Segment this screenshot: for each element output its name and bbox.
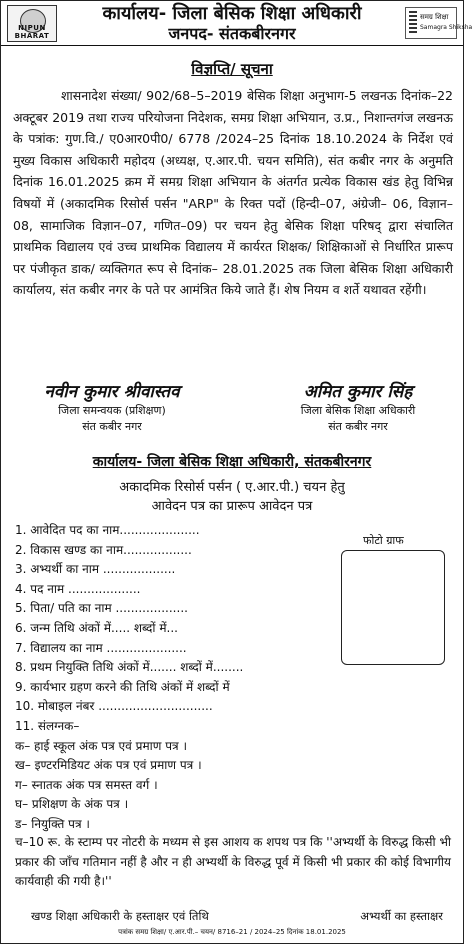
- signature-left: [17, 381, 207, 435]
- form-office-title-text: कार्यालय- जिला बेसिक शिक्षा अधिकारी, संतकबीरनगर: [92, 454, 372, 470]
- form-field: 2. विकास खण्ड का नाम..................: [15, 542, 192, 557]
- form-field: 9. कार्यभार ग्रहण करने की तिथि अंकों में शब्दों में: [15, 679, 230, 694]
- attachment-item: ग– स्नातक अंक पत्र समस्त वर्ग ।: [15, 777, 158, 792]
- nipun-bharat-logo: [7, 5, 57, 42]
- right-logo-line1: समग्र शिक्षा: [420, 13, 449, 21]
- form-field: 7. विद्यालय का नाम .....................: [15, 640, 187, 655]
- left-logo-text: NIPUN BHARAT: [14, 24, 50, 40]
- form-fields: [15, 521, 455, 835]
- form-field: 11. संलग्नक–: [15, 718, 80, 733]
- signatory-place: संत कबीर नगर: [328, 420, 388, 433]
- form-field: 1. आवेदित पद का नाम.....................: [15, 523, 200, 537]
- signatory-name: नवीन कुमार श्रीवास्तव: [44, 382, 180, 402]
- office-title: कार्यालय- जिला बेसिक शिक्षा अधिकारी: [102, 3, 362, 24]
- notice-paragraph: शासनादेश संख्या/ 902/68–5–2019 बेसिक शिक्षा अनुभाग-5 लखनऊ दिनांक–22 अक्टूबर 2019 तथा राज्य परियोजना निदेशक, समग्र शिक्षा अभियान, उ.प्र., निशान्तगंज लखनऊ के पत्रांक: गुण.वि./ ए0आर0पी0/ 6778 /2024–25 दिनांक 18.10.2024 के निर्देश एवं मुख्य विकास अधिकारी महोदय (अध्यक्ष, ए.आर.पी. चयन समिति), संत कबीर नगर के अनुमति दिनांक 16.01.2025 क्रम में समग्र शिक्षा अभियान के अंतर्गत प्रत्येक विकास खंड हेतु विभिन्न विषयों में (अकादमिक रिसोर्स पर्सन "ARP" के रिक्त पदों (हिन्दी–07, अंग्रेजी– 06, विज्ञान– 08, सामाजिक विज्ञान–07, गणित–09) पर चयन हेतु बेसिक शिक्षा परिषद् द्वारा संचालित प्राथमिक विद्यालय एवं उच्च प्राथमिक विद्यालय में कार्यरत शिक्षक/ शिक्षिकाओं से निर्धारित प्रारूप पर पंजीकृत डाक/ व्यक्तिगत रूप से दिनांक– 28.01.2025 तक जिला बेसिक शिक्षा अधिकारी कार्यालय, संत कबीर नगर के पते पर आमंत्रित किये जाते हैं। शेष नियम व शर्ते यथावत रहेंगी।: [13, 88, 453, 298]
- signatory-designation: जिला बेसिक शिक्षा अधिकारी: [300, 404, 416, 417]
- samagra-logo-icon: [409, 11, 417, 35]
- photo-label: फोटो ग्राफ: [363, 534, 404, 547]
- block-officer-signature-label: खण्ड शिक्षा अधिकारी के हस्ताक्षर एवं तिथि: [31, 909, 209, 923]
- affidavit-declaration: च–10 रू. के स्टाम्प पर नोटरी के मध्यम से इस आशय क शपथ पत्र कि ''अभ्यर्थी के विरुद्ध किसी भी प्रकार की जाँच गतिमान नहीं है और न ही अभ्यर्थी के विरुद्ध पूर्व में किसी भी प्रकार की कोई विभागीय कार्यवाही की गयी है।'': [15, 835, 451, 888]
- signatory-name: अमित कुमार सिंह: [303, 382, 413, 402]
- attachment-item: ख– इण्टरमिडियट अंक पत्र एवं प्रमाण पत्र ।: [15, 758, 202, 773]
- signatory-place: संत कबीर नगर: [82, 420, 142, 433]
- right-logo-line2: Samagra Shiksha: [420, 24, 472, 31]
- form-field: 6. जन्म तिथि अंकों में..... शब्दों में...: [15, 620, 178, 635]
- notice-title-text: विज्ञप्ति/ सूचना: [191, 60, 273, 78]
- form-field: 3. अभ्यर्थी का नाम ...................: [15, 562, 176, 577]
- notice-title: [1, 59, 463, 79]
- samagra-shiksha-logo: [405, 7, 472, 39]
- attachment-item: ड– नियुक्ति पत्र ।: [15, 816, 90, 831]
- header: [1, 1, 472, 46]
- letter-reference: पत्रांक समग्र शिक्षा/ ए.आर.पी.– चयन/ 8716–21 / 2024–25 दिनांक 18.01.2025: [118, 928, 346, 936]
- form-heading: अकादमिक रिसोर्स पर्सन ( ए.आर.पी.) चयन हेतु: [119, 480, 345, 495]
- form-field: 10. मोबाइल नंबर ..............................: [15, 699, 213, 714]
- signatory-designation: जिला समन्वयक (प्रशिक्षण): [58, 404, 166, 417]
- district-subtitle: जनपद- संतकबीरनगर: [168, 24, 296, 43]
- attachment-item: क– हाई स्कूल अंक पत्र एवं प्रमाण पत्र ।: [15, 738, 188, 753]
- form-field: 8. प्रथम नियुक्ति तिथि अंकों में....... शब्दों में........: [15, 660, 244, 675]
- form-office-title: [1, 451, 463, 471]
- form-field: 5. पिता/ पति का नाम ...................: [15, 601, 188, 616]
- candidate-signature-label: अभ्यर्थी का हस्ताक्षर: [360, 909, 443, 923]
- signature-right: [263, 381, 453, 435]
- attachment-item: घ– प्रशिक्षण के अंक पत्र ।: [15, 797, 129, 812]
- form-subheading: आवेदन पत्र का प्रारूप आवेदन पत्र: [151, 499, 313, 514]
- form-field: 4. पद नाम ...................: [15, 581, 141, 596]
